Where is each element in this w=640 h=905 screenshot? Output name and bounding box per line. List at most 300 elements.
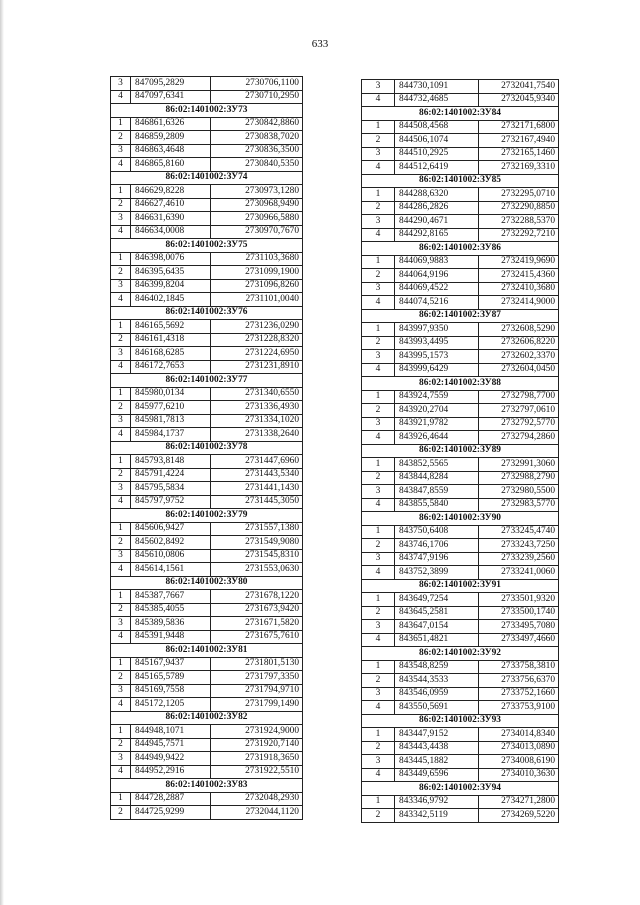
parcel-cadastral-number: 86:02:1401002:ЗУ78 <box>111 441 303 455</box>
table-row <box>362 404 559 418</box>
x-coordinate-cell: 843993,4495 <box>395 336 479 350</box>
table-row <box>111 549 303 563</box>
y-coordinate-cell: 2731447,6960 <box>211 455 303 469</box>
parcel-header-row <box>362 782 559 796</box>
table-row <box>111 131 303 145</box>
y-coordinate-cell: 2731673,9420 <box>211 603 303 617</box>
table-row <box>362 593 559 607</box>
point-number-cell: 4 <box>111 563 131 577</box>
x-coordinate-cell: 844508,4568 <box>395 120 479 134</box>
y-coordinate-cell: 2732045,9340 <box>479 93 559 107</box>
table-row <box>362 728 559 742</box>
table-row <box>111 603 303 617</box>
x-coordinate-cell: 845793,8148 <box>131 455 211 469</box>
table-row <box>362 323 559 337</box>
point-number-cell: 2 <box>362 674 395 688</box>
y-coordinate-cell: 2731334,1020 <box>211 414 303 428</box>
parcel-cadastral-number: 86:02:1401002:ЗУ90 <box>362 512 559 526</box>
y-coordinate-cell: 2733239,2560 <box>479 552 559 566</box>
coordinates-table-right-body <box>362 80 559 823</box>
table-row <box>111 468 303 482</box>
table-row <box>362 701 559 715</box>
coordinates-table-left <box>110 76 303 820</box>
table-row <box>362 80 559 94</box>
point-number-cell: 3 <box>362 417 395 431</box>
point-number-cell: 2 <box>111 131 131 145</box>
x-coordinate-cell: 843920,2704 <box>395 404 479 418</box>
x-coordinate-cell: 844064,9196 <box>395 269 479 283</box>
point-number-cell: 1 <box>111 252 131 266</box>
table-row <box>362 120 559 134</box>
parcel-header-row <box>111 306 303 320</box>
y-coordinate-cell: 2733753,9100 <box>479 701 559 715</box>
x-coordinate-cell: 845167,9437 <box>131 657 211 671</box>
point-number-cell: 1 <box>111 117 131 131</box>
x-coordinate-cell: 844069,9883 <box>395 255 479 269</box>
table-row <box>111 684 303 698</box>
x-coordinate-cell: 846168,6285 <box>131 347 211 361</box>
table-row <box>111 414 303 428</box>
table-row <box>111 320 303 334</box>
point-number-cell: 1 <box>111 455 131 469</box>
point-number-cell: 3 <box>111 144 131 158</box>
parcel-cadastral-number: 86:02:1401002:ЗУ88 <box>362 377 559 391</box>
y-coordinate-cell: 2733241,0060 <box>479 566 559 580</box>
x-coordinate-cell: 845791,4224 <box>131 468 211 482</box>
y-coordinate-cell: 2734271,2800 <box>479 795 559 809</box>
parcel-header-row <box>111 576 303 590</box>
point-number-cell: 1 <box>362 728 395 742</box>
table-row <box>111 671 303 685</box>
y-coordinate-cell: 2730966,5880 <box>211 212 303 226</box>
point-number-cell: 2 <box>362 201 395 215</box>
x-coordinate-cell: 846629,8228 <box>131 185 211 199</box>
parcel-header-row <box>111 171 303 185</box>
x-coordinate-cell: 846861,6326 <box>131 117 211 131</box>
y-coordinate-cell: 2732167,4940 <box>479 134 559 148</box>
point-number-cell: 1 <box>362 390 395 404</box>
table-row <box>362 566 559 580</box>
x-coordinate-cell: 844512,6419 <box>395 161 479 175</box>
x-coordinate-cell: 845984,1737 <box>131 428 211 442</box>
table-row <box>362 498 559 512</box>
point-number-cell: 3 <box>362 620 395 634</box>
parcel-cadastral-number: 86:02:1401002:ЗУ89 <box>362 444 559 458</box>
y-coordinate-cell: 2730836,3500 <box>211 144 303 158</box>
x-coordinate-cell: 843921,9782 <box>395 417 479 431</box>
parcel-header-row <box>111 711 303 725</box>
parcel-header-row <box>362 579 559 593</box>
parcel-header-row <box>362 174 559 188</box>
table-row <box>362 485 559 499</box>
x-coordinate-cell: 844069,4522 <box>395 282 479 296</box>
parcel-header-row <box>362 309 559 323</box>
table-row <box>111 198 303 212</box>
y-coordinate-cell: 2734010,3630 <box>479 768 559 782</box>
point-number-cell: 4 <box>111 495 131 509</box>
point-number-cell: 3 <box>111 279 131 293</box>
point-number-cell: 2 <box>362 336 395 350</box>
table-row <box>362 755 559 769</box>
x-coordinate-cell: 843548,8259 <box>395 660 479 674</box>
table-row <box>111 617 303 631</box>
x-coordinate-cell: 844952,2916 <box>131 765 211 779</box>
y-coordinate-cell: 2732604,0450 <box>479 363 559 377</box>
point-number-cell: 4 <box>362 161 395 175</box>
point-number-cell: 2 <box>362 134 395 148</box>
table-row <box>111 360 303 374</box>
point-number-cell: 4 <box>111 293 131 307</box>
y-coordinate-cell: 2733500,1740 <box>479 606 559 620</box>
x-coordinate-cell: 847097,6341 <box>131 90 211 104</box>
y-coordinate-cell: 2732980,5500 <box>479 485 559 499</box>
y-coordinate-cell: 2730970,7670 <box>211 225 303 239</box>
parcel-header-row <box>362 107 559 121</box>
parcel-cadastral-number: 86:02:1401002:ЗУ79 <box>111 509 303 523</box>
x-coordinate-cell: 845797,9752 <box>131 495 211 509</box>
table-row <box>111 698 303 712</box>
y-coordinate-cell: 2732288,5370 <box>479 215 559 229</box>
y-coordinate-cell: 2732290,8850 <box>479 201 559 215</box>
x-coordinate-cell: 844510,2925 <box>395 147 479 161</box>
table-row <box>362 606 559 620</box>
y-coordinate-cell: 2731224,6950 <box>211 347 303 361</box>
point-number-cell: 3 <box>362 755 395 769</box>
y-coordinate-cell: 2734269,5220 <box>479 809 559 823</box>
y-coordinate-cell: 2733245,4740 <box>479 525 559 539</box>
table-row <box>111 117 303 131</box>
point-number-cell: 4 <box>111 765 131 779</box>
table-row <box>362 539 559 553</box>
x-coordinate-cell: 846165,5692 <box>131 320 211 334</box>
table-row <box>111 252 303 266</box>
table-row <box>362 350 559 364</box>
table-row <box>111 77 303 91</box>
y-coordinate-cell: 2730968,9490 <box>211 198 303 212</box>
y-coordinate-cell: 2732044,1120 <box>211 806 303 820</box>
table-row <box>362 620 559 634</box>
y-coordinate-cell: 2731231,8910 <box>211 360 303 374</box>
y-coordinate-cell: 2733752,1660 <box>479 687 559 701</box>
table-row <box>111 792 303 806</box>
table-row <box>111 158 303 172</box>
x-coordinate-cell: 843649,7254 <box>395 593 479 607</box>
parcel-header-row <box>362 377 559 391</box>
y-coordinate-cell: 2731799,1490 <box>211 698 303 712</box>
x-coordinate-cell: 846865,8160 <box>131 158 211 172</box>
y-coordinate-cell: 2731443,5340 <box>211 468 303 482</box>
x-coordinate-cell: 843747,9196 <box>395 552 479 566</box>
point-number-cell: 1 <box>111 792 131 806</box>
parcel-cadastral-number: 86:02:1401002:ЗУ85 <box>362 174 559 188</box>
parcel-cadastral-number: 86:02:1401002:ЗУ82 <box>111 711 303 725</box>
point-number-cell: 2 <box>111 468 131 482</box>
x-coordinate-cell: 844949,9422 <box>131 752 211 766</box>
point-number-cell: 1 <box>111 185 131 199</box>
x-coordinate-cell: 843924,7559 <box>395 390 479 404</box>
parcel-cadastral-number: 86:02:1401002:ЗУ93 <box>362 714 559 728</box>
parcel-cadastral-number: 86:02:1401002:ЗУ91 <box>362 579 559 593</box>
x-coordinate-cell: 845385,4055 <box>131 603 211 617</box>
table-row <box>362 228 559 242</box>
x-coordinate-cell: 846631,6390 <box>131 212 211 226</box>
table-row <box>111 185 303 199</box>
table-row <box>111 806 303 820</box>
table-row <box>111 738 303 752</box>
table-row <box>362 809 559 823</box>
point-number-cell: 4 <box>111 630 131 644</box>
point-number-cell: 2 <box>111 806 131 820</box>
x-coordinate-cell: 844725,9299 <box>131 806 211 820</box>
table-row <box>362 633 559 647</box>
x-coordinate-cell: 846863,4648 <box>131 144 211 158</box>
y-coordinate-cell: 2732988,2790 <box>479 471 559 485</box>
x-coordinate-cell: 846634,0008 <box>131 225 211 239</box>
point-number-cell: 1 <box>111 320 131 334</box>
y-coordinate-cell: 2733758,3810 <box>479 660 559 674</box>
x-coordinate-cell: 843750,6408 <box>395 525 479 539</box>
x-coordinate-cell: 843447,9152 <box>395 728 479 742</box>
parcel-header-row <box>362 714 559 728</box>
y-coordinate-cell: 2731545,8310 <box>211 549 303 563</box>
y-coordinate-cell: 2731336,4930 <box>211 401 303 415</box>
table-row <box>362 458 559 472</box>
table-row <box>111 90 303 104</box>
y-coordinate-cell: 2732602,3370 <box>479 350 559 364</box>
table-row <box>362 390 559 404</box>
x-coordinate-cell: 843995,1573 <box>395 350 479 364</box>
point-number-cell: 1 <box>362 525 395 539</box>
table-row <box>362 552 559 566</box>
point-number-cell: 1 <box>111 522 131 536</box>
x-coordinate-cell: 844292,8165 <box>395 228 479 242</box>
table-row <box>362 417 559 431</box>
table-row <box>111 293 303 307</box>
y-coordinate-cell: 2732165,1460 <box>479 147 559 161</box>
y-coordinate-cell: 2731797,3350 <box>211 671 303 685</box>
y-coordinate-cell: 2731101,0040 <box>211 293 303 307</box>
x-coordinate-cell: 845172,1205 <box>131 698 211 712</box>
table-row <box>362 336 559 350</box>
y-coordinate-cell: 2732410,3680 <box>479 282 559 296</box>
point-number-cell: 3 <box>362 485 395 499</box>
y-coordinate-cell: 2732608,5290 <box>479 323 559 337</box>
x-coordinate-cell: 845602,8492 <box>131 536 211 550</box>
parcel-header-row <box>111 509 303 523</box>
y-coordinate-cell: 2730840,5350 <box>211 158 303 172</box>
table-row <box>111 752 303 766</box>
y-coordinate-cell: 2733756,6370 <box>479 674 559 688</box>
y-coordinate-cell: 2731096,8260 <box>211 279 303 293</box>
table-row <box>111 725 303 739</box>
x-coordinate-cell: 845387,7667 <box>131 590 211 604</box>
point-number-cell: 3 <box>111 482 131 496</box>
table-row <box>362 269 559 283</box>
y-coordinate-cell: 2731671,5820 <box>211 617 303 631</box>
x-coordinate-cell: 846399,8204 <box>131 279 211 293</box>
point-number-cell: 4 <box>362 633 395 647</box>
y-coordinate-cell: 2731338,2640 <box>211 428 303 442</box>
table-row <box>362 525 559 539</box>
coordinates-table-left-body <box>111 77 303 820</box>
x-coordinate-cell: 844945,7571 <box>131 738 211 752</box>
table-row <box>362 201 559 215</box>
x-coordinate-cell: 845795,5834 <box>131 482 211 496</box>
table-row <box>111 401 303 415</box>
parcel-cadastral-number: 86:02:1401002:ЗУ83 <box>111 779 303 793</box>
point-number-cell: 2 <box>111 671 131 685</box>
table-row <box>111 536 303 550</box>
point-number-cell: 4 <box>362 228 395 242</box>
y-coordinate-cell: 2731441,1430 <box>211 482 303 496</box>
parcel-cadastral-number: 86:02:1401002:ЗУ86 <box>362 242 559 256</box>
table-row <box>362 471 559 485</box>
point-number-cell: 3 <box>362 147 395 161</box>
table-row <box>111 333 303 347</box>
y-coordinate-cell: 2731549,9080 <box>211 536 303 550</box>
x-coordinate-cell: 843651,4821 <box>395 633 479 647</box>
parcel-cadastral-number: 86:02:1401002:ЗУ75 <box>111 239 303 253</box>
table-row <box>362 431 559 445</box>
x-coordinate-cell: 844732,4685 <box>395 93 479 107</box>
point-number-cell: 1 <box>362 593 395 607</box>
table-row <box>111 428 303 442</box>
parcel-cadastral-number: 86:02:1401002:ЗУ92 <box>362 647 559 661</box>
x-coordinate-cell: 843645,2581 <box>395 606 479 620</box>
parcel-header-row <box>362 647 559 661</box>
x-coordinate-cell: 843844,8284 <box>395 471 479 485</box>
parcel-header-row <box>111 644 303 658</box>
point-number-cell: 3 <box>111 347 131 361</box>
x-coordinate-cell: 846161,4318 <box>131 333 211 347</box>
table-row <box>111 387 303 401</box>
y-coordinate-cell: 2732797,0610 <box>479 404 559 418</box>
table-row <box>362 188 559 202</box>
x-coordinate-cell: 843855,5840 <box>395 498 479 512</box>
y-coordinate-cell: 2731099,1900 <box>211 266 303 280</box>
point-number-cell: 2 <box>111 401 131 415</box>
y-coordinate-cell: 2731553,0630 <box>211 563 303 577</box>
point-number-cell: 4 <box>362 498 395 512</box>
point-number-cell: 1 <box>111 657 131 671</box>
point-number-cell: 1 <box>111 590 131 604</box>
parcel-cadastral-number: 86:02:1401002:ЗУ73 <box>111 104 303 118</box>
y-coordinate-cell: 2732415,4360 <box>479 269 559 283</box>
table-row <box>111 225 303 239</box>
point-number-cell: 1 <box>362 120 395 134</box>
x-coordinate-cell: 846398,0076 <box>131 252 211 266</box>
point-number-cell: 2 <box>362 606 395 620</box>
page-left-edge-shadow <box>0 0 4 905</box>
point-number-cell: 4 <box>362 431 395 445</box>
y-coordinate-cell: 2731918,3650 <box>211 752 303 766</box>
x-coordinate-cell: 843443,4438 <box>395 741 479 755</box>
x-coordinate-cell: 844286,2826 <box>395 201 479 215</box>
y-coordinate-cell: 2734008,6190 <box>479 755 559 769</box>
table-row <box>362 296 559 310</box>
y-coordinate-cell: 2732171,6800 <box>479 120 559 134</box>
y-coordinate-cell: 2734014,8340 <box>479 728 559 742</box>
y-coordinate-cell: 2734013,0890 <box>479 741 559 755</box>
point-number-cell: 3 <box>362 687 395 701</box>
point-number-cell: 2 <box>362 269 395 283</box>
point-number-cell: 1 <box>362 323 395 337</box>
point-number-cell: 3 <box>111 617 131 631</box>
point-number-cell: 3 <box>362 282 395 296</box>
point-number-cell: 2 <box>111 603 131 617</box>
x-coordinate-cell: 843544,3533 <box>395 674 479 688</box>
x-coordinate-cell: 845606,9427 <box>131 522 211 536</box>
point-number-cell: 3 <box>111 752 131 766</box>
x-coordinate-cell: 844506,1074 <box>395 134 479 148</box>
parcel-cadastral-number: 86:02:1401002:ЗУ80 <box>111 576 303 590</box>
table-row <box>111 495 303 509</box>
parcel-cadastral-number: 86:02:1401002:ЗУ84 <box>362 107 559 121</box>
table-row <box>111 144 303 158</box>
y-coordinate-cell: 2731445,3050 <box>211 495 303 509</box>
x-coordinate-cell: 847095,2829 <box>131 77 211 91</box>
point-number-cell: 2 <box>111 536 131 550</box>
point-number-cell: 1 <box>362 660 395 674</box>
point-number-cell: 4 <box>111 225 131 239</box>
page-number: 633 <box>311 38 329 50</box>
y-coordinate-cell: 2733501,9320 <box>479 593 559 607</box>
point-number-cell: 2 <box>111 738 131 752</box>
x-coordinate-cell: 843847,8559 <box>395 485 479 499</box>
point-number-cell: 3 <box>111 684 131 698</box>
table-row <box>111 266 303 280</box>
y-coordinate-cell: 2731340,6550 <box>211 387 303 401</box>
table-row <box>111 279 303 293</box>
point-number-cell: 3 <box>362 552 395 566</box>
point-number-cell: 4 <box>362 768 395 782</box>
x-coordinate-cell: 846859,2809 <box>131 131 211 145</box>
table-row <box>111 482 303 496</box>
point-number-cell: 1 <box>111 387 131 401</box>
parcel-header-row <box>362 242 559 256</box>
point-number-cell: 2 <box>111 198 131 212</box>
y-coordinate-cell: 2732292,7210 <box>479 228 559 242</box>
point-number-cell: 4 <box>111 90 131 104</box>
y-coordinate-cell: 2732792,5770 <box>479 417 559 431</box>
x-coordinate-cell: 843445,1882 <box>395 755 479 769</box>
x-coordinate-cell: 845981,7813 <box>131 414 211 428</box>
x-coordinate-cell: 846402,1845 <box>131 293 211 307</box>
y-coordinate-cell: 2733243,7250 <box>479 539 559 553</box>
x-coordinate-cell: 843999,6429 <box>395 363 479 377</box>
x-coordinate-cell: 843449,6596 <box>395 768 479 782</box>
y-coordinate-cell: 2732041,7540 <box>479 80 559 94</box>
parcel-cadastral-number: 86:02:1401002:ЗУ94 <box>362 782 559 796</box>
y-coordinate-cell: 2730842,8860 <box>211 117 303 131</box>
point-number-cell: 4 <box>362 296 395 310</box>
y-coordinate-cell: 2732419,9690 <box>479 255 559 269</box>
y-coordinate-cell: 2732606,8220 <box>479 336 559 350</box>
point-number-cell: 2 <box>362 809 395 823</box>
parcel-header-row <box>111 104 303 118</box>
table-row <box>362 687 559 701</box>
point-number-cell: 3 <box>362 215 395 229</box>
table-row <box>362 147 559 161</box>
x-coordinate-cell: 844948,1071 <box>131 725 211 739</box>
y-coordinate-cell: 2730838,7020 <box>211 131 303 145</box>
x-coordinate-cell: 846172,7653 <box>131 360 211 374</box>
x-coordinate-cell: 843997,9350 <box>395 323 479 337</box>
y-coordinate-cell: 2730973,1280 <box>211 185 303 199</box>
parcel-header-row <box>111 441 303 455</box>
point-number-cell: 1 <box>362 795 395 809</box>
point-number-cell: 1 <box>362 188 395 202</box>
